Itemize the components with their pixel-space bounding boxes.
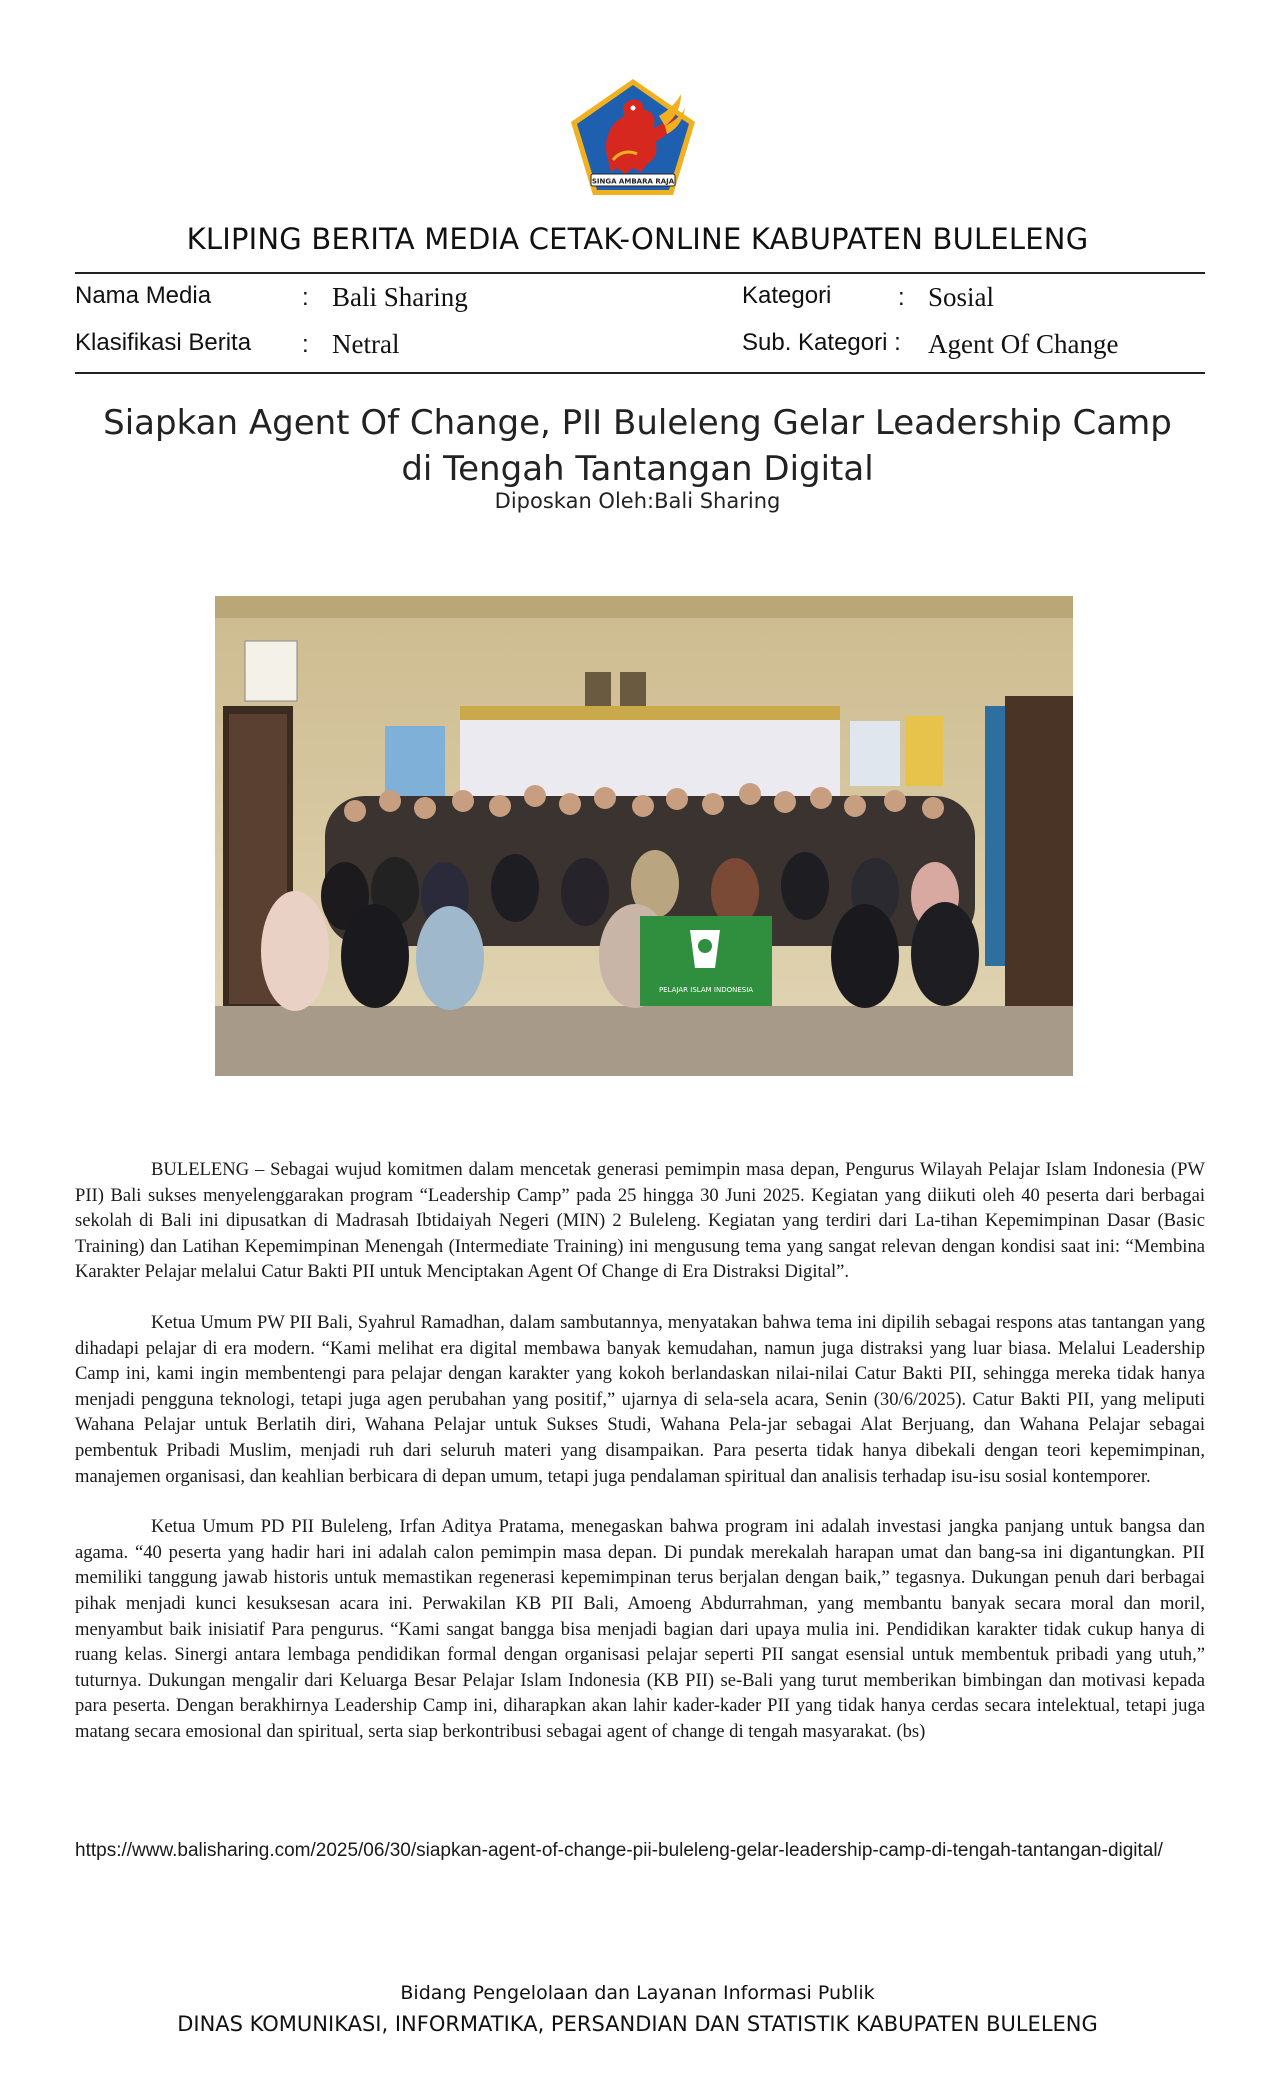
footer-agency: DINAS KOMUNIKASI, INFORMATIKA, PERSANDIAN DAN STATISTIK KABUPATEN BULELENG [177, 2012, 1098, 2036]
kliping-title: KLIPING BERITA MEDIA CETAK-ONLINE KABUPATEN BULELENG [186, 222, 1089, 256]
article-paragraph: BULELENG – Sebagai wujud komitmen dalam mencetak generasi pemimpin masa depan, Pengurus Wilayah Pelajar Islam Indonesia (PW PII) Bali sukses menyelenggarakan program “Leadership Camp” pada 25 hingga 30 Juni 2025. Kegiatan yang diikuti oleh 40 peserta dari berbagai sekolah di Bali ini dipusatkan di Madrasah Ibtidaiyah Negeri (MIN) 2 Buleleng. Kegiatan yang terdiri dari La-tihan Kepemimpinan Dasar (Basic Training) dan Latihan Kepemimpinan Menengah (Intermediate Training) ini mengusung tema yang sangat relevan dengan kondisi saat ini: “Membina Karakter Pelajar melalui Catur Bakti PII untuk Menciptakan Agent Of Change di Era Distraksi Digital”. [75, 1159, 1205, 1283]
klasifikasi-label: Klasifikasi Berita [75, 329, 252, 356]
flag-text: PELAJAR ISLAM INDONESIA [658, 986, 754, 994]
sub-kategori-label: Sub. Kategori : [742, 329, 901, 356]
media-separator: : [302, 284, 309, 311]
article-paragraph: Ketua Umum PW PII Bali, Syahrul Ramadhan, dalam sambutannya, menyatakan bahwa tema ini dipilih sebagai respons atas tantangan yang dihadapi pelajar di era modern. “Kami melihat era digital membawa banyak kemudahan, namun juga distraksi yang luar biasa. Melalui Leadership Camp ini, kami ingin membentengi para pelajar dengan karakter yang kokoh berlandaskan nilai-nilai Catur Bakti PII, sehingga mereka tidak hanya menjadi pengguna teknologi, tetapi juga agen perubahan yang positif,” ujarnya di sela-sela acara, Senin (30/6/2025). Catur Bakti PII, yang meliputi Wahana Pelajar untuk Berlatih diri, Wahana Pelajar untuk Sukses Studi, Wahana Pela-jar sebagai Alat Berjuang, dan Wahana Pelajar sebagai pembentuk Pribadi Muslim, menjadi ruh dari seluruh materi yang disampaikan. Para peserta tidak hanya dibekali dengan teori kepemimpinan, manajemen organisasi, dan keahlian berbicara di depan umum, tetapi juga pendalaman spiritual dan analisis terhadap isu-isu sosial kontemporer. [75, 1311, 1205, 1487]
article-title [80, 400, 1195, 492]
source-url: https://www.balisharing.com/2025/06/30/siapkan-agent-of-change-pii-buleleng-gelar-leadership-camp-di-tengah-tantangan-digital/ [75, 1840, 1163, 1861]
media-label: Nama Media [75, 282, 212, 309]
group-photo [215, 596, 1073, 1076]
footer-department: Bidang Pengelolaan dan Layanan Informasi Publik [400, 1982, 875, 2004]
article-byline: Diposkan Oleh:Bali Sharing [494, 489, 781, 513]
bottom-divider [75, 372, 1205, 374]
kategori-value: Sosial [928, 282, 995, 312]
media-value: Bali Sharing [332, 282, 468, 312]
logo-motto: SINGA AMBARA RAJA [591, 177, 675, 186]
klasifikasi-value: Netral [332, 329, 400, 359]
kategori-label: Kategori [742, 282, 832, 309]
kabupaten-buleleng-logo [567, 76, 699, 198]
article-title-line-1: Siapkan Agent Of Change, PII Buleleng Gelar Leadership Camp [103, 403, 1172, 443]
sub-kategori-value: Agent Of Change [928, 329, 1119, 359]
article-paragraph: Ketua Umum PD PII Buleleng, Irfan Aditya Pratama, menegaskan bahwa program ini adalah investasi jangka panjang untuk bangsa dan agama. “40 peserta yang hadir hari ini adalah calon pemimpin masa depan. Di pundak merekalah harapan umat dan bang-sa ini digantungkan. PII memiliki tanggung jawab historis untuk memastikan regenerasi kepemimpinan terus berjalan dengan baik,” tegasnya. Dukungan penuh dari berbagai pihak menjadi kunci kesuksesan acara ini. Perwakilan KB PII Bali, Amoeng Abdurrahman, yang membantu banyak secara moral dan moril, menyambut baik inisiatif Para pengurus. “Kami sangat bangga bisa menjadi bagian dari upaya mulia ini. Pendidikan karakter tidak cukup hanya di ruang kelas. Sinergi antara lembaga pendidikan formal dengan organisasi pelajar seperti PII sangat esensial untuk membentuk pribadi yang utuh,” tuturnya. Dukungan mengalir dari Keluarga Besar Pelajar Islam Indonesia (KB PII) se-Bali yang turut memberikan bimbingan dan motivasi kepada para peserta. Dengan berakhirnya Leadership Camp ini, diharapkan akan lahir kader-kader PII yang tidak hanya cerdas secara intelektual, tetapi juga matang secara emosional dan spiritual, serta siap berkontribusi sebagai agent of change di tengah masyarakat. (bs) [75, 1516, 1205, 1742]
kategori-separator: : [898, 284, 905, 311]
top-divider [75, 272, 1205, 274]
article-title-line-2: di Tengah Tantangan Digital [401, 449, 874, 489]
klasifikasi-separator: : [302, 331, 309, 358]
article-body [75, 1157, 1205, 1769]
